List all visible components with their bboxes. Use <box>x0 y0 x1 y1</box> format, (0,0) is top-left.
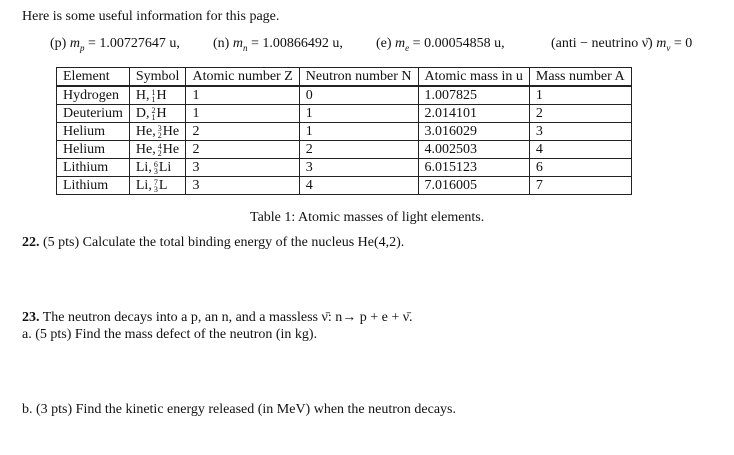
cell-a: 7 <box>529 177 631 195</box>
table-row <box>57 141 632 159</box>
cell-a: 6 <box>529 159 631 177</box>
cell-n: 2 <box>299 141 418 159</box>
table-caption: Table 1: Atomic masses of light elements. <box>250 210 485 225</box>
cell-mass: 1.007825 <box>418 86 529 105</box>
header-element: Element <box>57 68 130 87</box>
cell-z: 3 <box>186 177 299 195</box>
cell-n: 1 <box>299 123 418 141</box>
cell-element: Helium <box>57 141 130 159</box>
cell-element: Lithium <box>57 177 130 195</box>
question-23 <box>22 310 413 326</box>
cell-z: 2 <box>186 141 299 159</box>
const-proton: (p) $m_p = 1.00727647$ u, <box>50 36 180 53</box>
table-row <box>57 123 632 141</box>
const-electron: (e) $m_e = 0.00054858$ u, <box>376 36 505 53</box>
cell-element: Deuterium <box>57 105 130 123</box>
intro-text: Here is some useful information for this page. <box>22 9 280 24</box>
cell-n: 3 <box>299 159 418 177</box>
question-23-number: 23. <box>22 310 40 325</box>
cell-a: 4 <box>529 141 631 159</box>
header-mass-number: Mass number A <box>529 68 631 87</box>
cell-mass: 4.002503 <box>418 141 529 159</box>
cell-mass: 2.014101 <box>418 105 529 123</box>
question-23-text: The neutron decays into a p, an n, and a massless ν̄: n→ p + e + ν̄. <box>42 310 413 325</box>
header-atomic-mass: Atomic mass in u <box>418 68 529 87</box>
cell-z: 3 <box>186 159 299 177</box>
cell-a: 1 <box>529 86 631 105</box>
const-neutron: (n) $m_n = 1.00866492$ u, <box>213 36 343 53</box>
atomic-masses-table <box>56 67 632 195</box>
cell-z: 1 <box>186 105 299 123</box>
question-22 <box>22 235 404 251</box>
cell-n: 4 <box>299 177 418 195</box>
cell-z: 2 <box>186 123 299 141</box>
question-23b: b. (3 pts) Find the kinetic energy released (in MeV) when the neutron decays. <box>22 402 456 417</box>
cell-element: Helium <box>57 123 130 141</box>
header-neutron-number: Neutron number N <box>299 68 418 87</box>
cell-symbol: He, 3 2 He <box>129 123 186 141</box>
cell-mass: 3.016029 <box>418 123 529 141</box>
header-atomic-number: Atomic number Z <box>186 68 299 87</box>
cell-element: Hydrogen <box>57 86 130 105</box>
cell-symbol: Li, 6 3 Li <box>129 159 186 177</box>
cell-n: 0 <box>299 86 418 105</box>
table-row <box>57 86 632 105</box>
table-row <box>57 177 632 195</box>
cell-symbol: H, 1 1 H <box>129 86 186 105</box>
question-22-text: (5 pts) Calculate the total binding energy of the nucleus He(4,2). <box>43 235 405 250</box>
cell-symbol: He, 4 2 He <box>129 141 186 159</box>
table-header-row <box>57 68 632 87</box>
question-23a: a. (5 pts) Find the mass defect of the neutron (in kg). <box>22 327 318 342</box>
question-22-number: 22. <box>22 235 40 250</box>
cell-n: 1 <box>299 105 418 123</box>
cell-a: 3 <box>529 123 631 141</box>
table-row <box>57 105 632 123</box>
cell-z: 1 <box>186 86 299 105</box>
header-symbol: Symbol <box>129 68 186 87</box>
const-antineutrino: (anti − neutrino ν̄) $m_\nu = 0$ <box>551 36 693 53</box>
cell-symbol: D, 2 1 H <box>129 105 186 123</box>
cell-symbol: Li, 7 3 L <box>129 177 186 195</box>
cell-mass: 6.015123 <box>418 159 529 177</box>
table-row <box>57 159 632 177</box>
cell-a: 2 <box>529 105 631 123</box>
cell-element: Lithium <box>57 159 130 177</box>
cell-mass: 7.016005 <box>418 177 529 195</box>
